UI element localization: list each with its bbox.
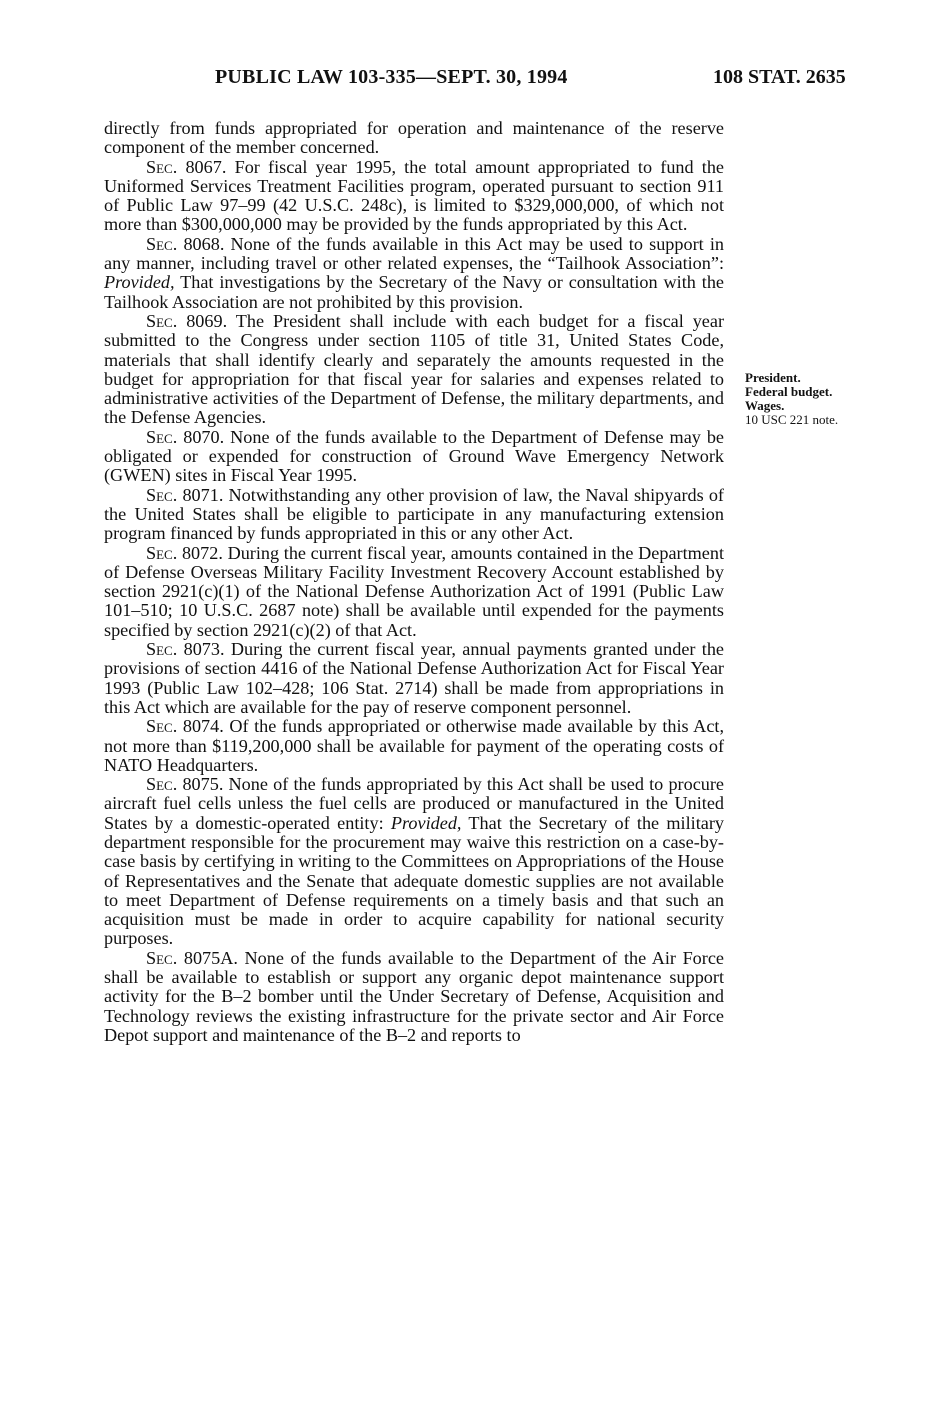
section-text-after: That investigations by the Secretary of the Navy or consultation with the Tailhook Association are not prohibited by this provision. bbox=[104, 272, 724, 312]
margin-notes bbox=[745, 371, 935, 427]
section-text-after: That the Secretary of the military department responsible for the procurement may waive this restriction on a case-by-case basis by certifying in writing to the Committees on Appropriations of the House of Representatives and the Senate that adequate domestic supplies are not available to meet Department of Defense requirements on a timely basis and that such an acquisition must be made in order to acquire capability for national security purposes. bbox=[104, 812, 724, 949]
section-label: Sec. 8071. bbox=[146, 484, 224, 505]
section-label: Sec. 8074. bbox=[146, 716, 224, 737]
section-8074 bbox=[104, 717, 724, 775]
paragraph-text: directly from funds appropriated for operation and maintenance of the reserve component of the member concerned. bbox=[104, 118, 724, 158]
section-8073 bbox=[104, 640, 724, 717]
section-label: Sec. 8069. bbox=[146, 310, 228, 331]
section-8070 bbox=[104, 428, 724, 486]
section-text: None of the funds available in this Act may be used to support in any manner, including travel or other related expenses, the “Tailhook Association”: bbox=[104, 233, 724, 274]
section-label: Sec. 8075A. bbox=[146, 947, 238, 968]
body-text bbox=[104, 119, 724, 1045]
section-text: Of the funds appropriated or otherwise made available by this Act, not more than $119,200,000 shall be available for payment of the operating costs of NATO Headquarters. bbox=[104, 716, 724, 775]
margin-note-president: President. bbox=[745, 370, 801, 385]
section-label: Sec. 8075. bbox=[146, 774, 224, 795]
section-text: None of the funds available to the Department of the Air Force shall be available to establish or support any organic depot maintenance support activity for the B–2 bomber until the Under Secretary of Defense, Acquisition and Technology reviews the existing infrastructure for the private sector and Air Force Depot support and maintenance of the B–2 and reports to bbox=[104, 947, 724, 1045]
header-stat-page: 108 STAT. 2635 bbox=[713, 66, 846, 88]
margin-note-federal-budget: Federal budget. bbox=[745, 384, 833, 399]
section-text: The President shall include with each budget for a fiscal year submitted to the Congress under section 1105 of title 31, United States Code, materials that shall identify clearly and separately the amounts requested in the budget for appropriation for that fiscal year for salaries and expenses related to administrative activities of the Department of Defense, the military departments, and the Defense Agencies. bbox=[104, 310, 725, 428]
page-header bbox=[0, 66, 946, 106]
section-text: None of the funds appropriated by this Act shall be used to procure aircraft fuel cells unless the fuel cells are produced or manufactured in the United States by a domestic-operated entity: bbox=[104, 774, 724, 833]
margin-note-usc-citation: 10 USC 221 note. bbox=[745, 412, 839, 427]
section-8069 bbox=[104, 312, 724, 428]
header-title: PUBLIC LAW 103-335—SEPT. 30, 1994 bbox=[215, 66, 568, 88]
section-text: During the current fiscal year, annual payments granted under the provisions of section 4416 of the National Defense Authorization Act for Fiscal Year 1993 (Public Law 102–428; 106 Stat. 2714) shall be made from appropriations in this Act which are available for the pay of reserve component personnel. bbox=[104, 639, 725, 717]
section-8068 bbox=[104, 235, 724, 312]
paragraph-continuation bbox=[104, 119, 724, 158]
section-label: Sec. 8068. bbox=[146, 233, 225, 254]
section-8071 bbox=[104, 486, 724, 544]
proviso-italic: Provided, bbox=[390, 812, 462, 833]
section-8072 bbox=[104, 544, 724, 640]
section-8075 bbox=[104, 775, 724, 949]
section-text: Notwithstanding any other provision of law, the Naval shipyards of the United States shall be eligible to participate in any manufacturing extension program financed by funds appropriated in this or any other Act. bbox=[104, 484, 724, 544]
section-8067 bbox=[104, 158, 724, 235]
section-label: Sec. 8072. bbox=[146, 542, 223, 563]
section-8075a bbox=[104, 949, 724, 1045]
section-text: During the current fiscal year, amounts contained in the Department of Defense Overseas Military Facility Investment Recovery Account established by section 2921(c)(1) of the National Defense Authorization Act of 1991 (Public Law 101–510; 10 U.S.C. 2687 note) shall be available until expended for the payments specified by section 2921(c)(2) of that Act. bbox=[104, 542, 724, 640]
section-label: Sec. 8073. bbox=[146, 639, 225, 660]
section-label: Sec. 8070. bbox=[146, 426, 225, 447]
section-label: Sec. 8067. bbox=[146, 156, 227, 177]
proviso-italic: Provided, bbox=[104, 272, 175, 293]
section-text: None of the funds available to the Department of Defense may be obligated or expended for construction of Ground Wave Emergency Network (GWEN) sites in Fiscal Year 1995. bbox=[104, 426, 724, 486]
section-text: For fiscal year 1995, the total amount appropriated to fund the Uniformed Services Treatment Facilities program, operated pursuant to section 911 of Public Law 97–99 (42 U.S.C. 248c), is limited to $329,000,000, of which not more than $300,000,000 may be provided by the funds appropriated by this Act. bbox=[104, 156, 725, 235]
margin-note-wages: Wages. bbox=[745, 398, 785, 413]
